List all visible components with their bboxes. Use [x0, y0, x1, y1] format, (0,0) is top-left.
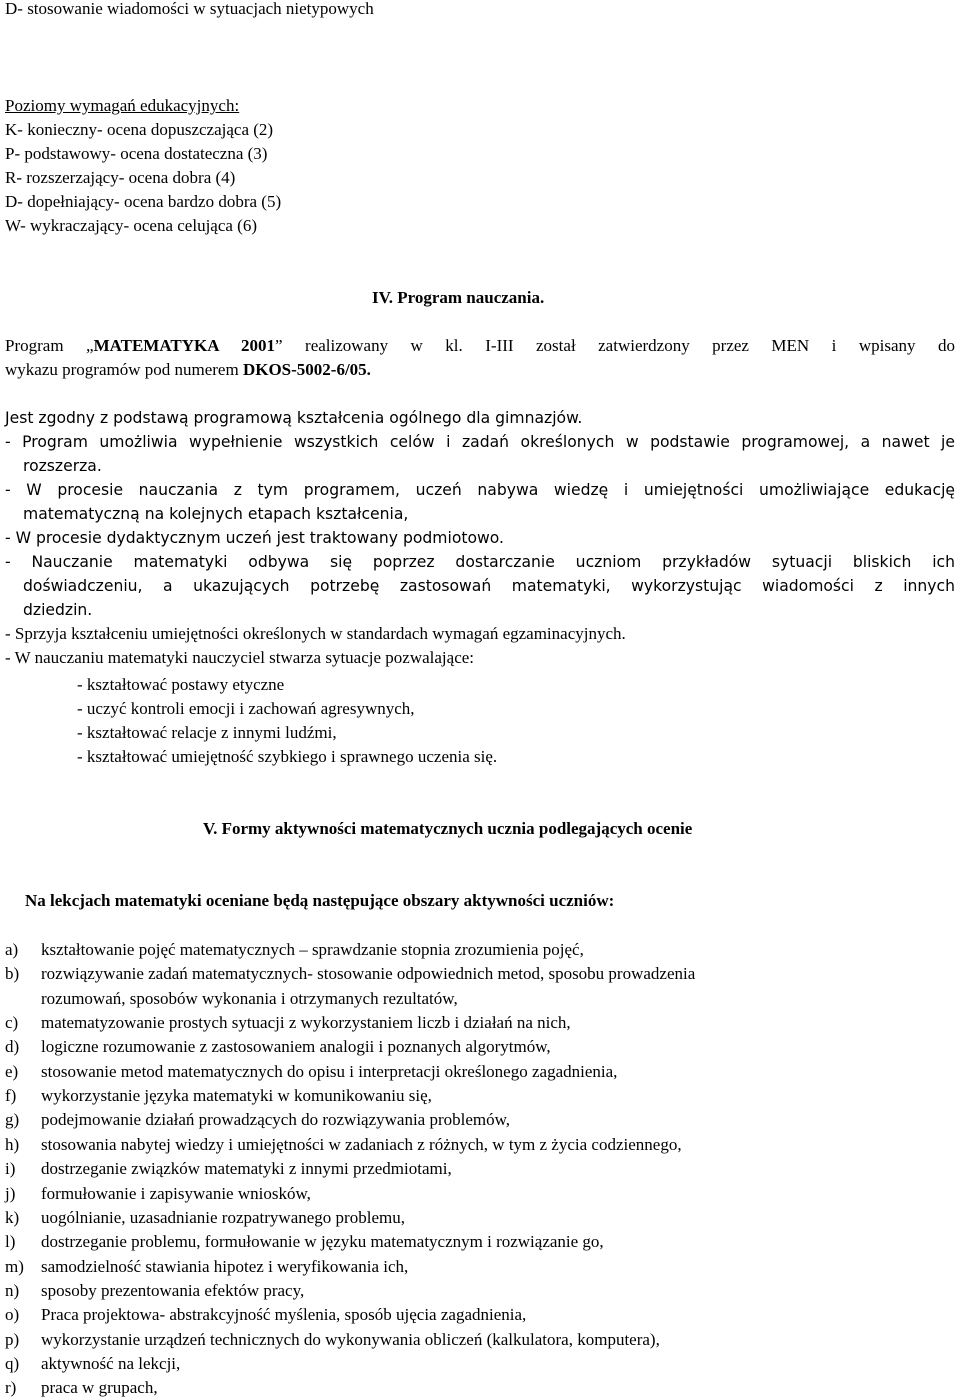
level-item: P- podstawowy- ocena dostateczna (3)	[5, 144, 268, 163]
activity-letter: b)	[5, 964, 20, 984]
intro-text-b: ” realizowany w kl. I-III został zatwierdzony przez MEN i wpisany do	[275, 336, 955, 355]
activity-item	[5, 1255, 408, 1279]
activity-letter: g)	[5, 1110, 20, 1130]
activity-letter: a)	[5, 940, 19, 959]
activity-item	[5, 1133, 682, 1157]
activity-text: samodzielność stawiania hipotez i weryfikowania ich,	[41, 1256, 409, 1276]
intro-text-a: Program „	[5, 336, 94, 355]
activity-letter: l)	[5, 1232, 16, 1252]
program-intro-line1	[5, 334, 955, 358]
paragraph: Jest zgodny z podstawą programową kształcenia ogólnego dla gimnazjów.	[5, 409, 583, 427]
activity-letter: d)	[5, 1037, 20, 1057]
paragraph-cont: dziedzin.	[23, 601, 93, 619]
activity-text: dostrzeganie związków matematyki z innymi przedmiotami,	[41, 1159, 452, 1179]
section-5-title: V. Formy aktywności matematycznych ucznia podlegających ocenie	[203, 819, 693, 838]
top-line: D- stosowanie wiadomości w sytuacjach nietypowych	[5, 0, 374, 18]
activity-letter: r)	[5, 1378, 17, 1398]
bullet-item: - kształtować postawy etyczne	[77, 675, 285, 694]
paragraph: - W procesie dydaktycznym uczeń jest traktowany podmiotowo.	[5, 529, 504, 547]
paragraph: - W nauczaniu matematyki nauczyciel stwarza sytuacje pozwalające:	[5, 648, 475, 667]
activity-letter: p)	[5, 1329, 20, 1349]
activity-letter: h)	[5, 1134, 20, 1154]
activity-item	[5, 1108, 510, 1132]
activity-letter: j)	[5, 1183, 16, 1203]
activity-text: podejmowanie działań prowadzących do rozwiązywania problemów,	[41, 1110, 511, 1130]
bullet-item: - kształtować relacje z innymi ludźmi,	[77, 723, 337, 742]
activity-item	[5, 1352, 180, 1376]
activity-letter: n)	[5, 1280, 20, 1300]
program-name: MATEMATYKA 2001	[93, 336, 276, 355]
activity-text: praca w grupach,	[41, 1378, 158, 1398]
paragraph-cont: rozszerza.	[23, 457, 102, 475]
activity-item	[5, 1060, 617, 1084]
activity-item	[5, 1206, 405, 1230]
activity-text: wykorzystanie urządzeń technicznych do wykonywania obliczeń (kalkulatora, komputera),	[41, 1329, 660, 1349]
section-5-subtitle: Na lekcjach matematyki oceniane będą następujące obszary aktywności uczniów:	[25, 891, 615, 910]
activity-item	[5, 1011, 571, 1035]
activity-letter: f)	[5, 1086, 17, 1106]
activity-letter: e)	[5, 1061, 19, 1081]
activity-item	[5, 1182, 311, 1206]
bullet-item: - kształtować umiejętność szybkiego i sprawnego uczenia się.	[77, 747, 498, 766]
activity-item	[5, 1230, 604, 1254]
activity-text: stosowanie metod matematycznych do opisu i interpretacji określonego zagadnienia,	[41, 1061, 618, 1081]
paragraph: - Program umożliwia wypełnienie wszystkich celów i zadań określonych w podstawie programowej, a nawet je	[5, 433, 955, 451]
activity-text: rozwiązywanie zadań matematycznych- stosowanie odpowiednich metod, sposobu prowadzenia	[41, 964, 696, 984]
activity-letter: o)	[5, 1305, 20, 1325]
level-item: K- konieczny- ocena dopuszczająca (2)	[5, 120, 274, 139]
activity-text-cont: rozumowań, sposobów wykonania i otrzymanych rezultatów,	[41, 988, 458, 1008]
paragraph-cont: doświadczeniu, a ukazujących potrzebę zastosowań matematyki, wykorzystując wiadomości z innych	[23, 577, 955, 595]
activity-item	[5, 1303, 526, 1327]
activity-item	[5, 962, 695, 986]
paragraph: - Nauczanie matematyki odbywa się poprzez dostarczanie uczniom przykładów sytuacji bliskich ich	[5, 553, 955, 571]
activity-text: Praca projektowa- abstrakcyjność myślenia, sposób ujęcia zagadnienia,	[41, 1305, 527, 1325]
program-intro-line2	[5, 358, 371, 382]
activity-text: formułowanie i zapisywanie wniosków,	[41, 1183, 311, 1203]
activity-text: matematyzowanie prostych sytuacji z wykorzystaniem liczb i działań na nich,	[41, 1013, 571, 1033]
activity-letter: q)	[5, 1353, 20, 1373]
intro-text-c: wykazu programów pod numerem	[5, 360, 243, 379]
levels-heading: Poziomy wymagań edukacyjnych:	[5, 96, 240, 115]
activity-letter: c)	[5, 1013, 19, 1033]
activity-item	[5, 938, 584, 962]
activity-letter: k)	[5, 1207, 20, 1227]
activity-item	[5, 1084, 432, 1108]
activity-text: aktywność na lekcji,	[41, 1353, 181, 1373]
activity-letter: i)	[5, 1159, 16, 1179]
activity-text: uogólnianie, uzasadnianie rozpatrywanego problemu,	[41, 1207, 405, 1227]
activity-text: sposoby prezentowania efektów pracy,	[41, 1280, 305, 1300]
activity-text: wykorzystanie języka matematyki w komunikowaniu się,	[41, 1086, 432, 1106]
activity-text: dostrzeganie problemu, formułowanie w języku matematycznym i rozwiązanie go,	[41, 1232, 604, 1252]
level-item: D- dopełniający- ocena bardzo dobra (5)	[5, 192, 282, 211]
level-item: R- rozszerzający- ocena dobra (4)	[5, 168, 236, 187]
activity-item	[5, 1035, 551, 1059]
program-number: DKOS-5002-6/05.	[242, 360, 371, 379]
paragraph-cont: matematyczną na kolejnych etapach kształcenia,	[23, 505, 409, 523]
activity-letter: m)	[5, 1256, 24, 1276]
bullet-item: - uczyć kontroli emocji i zachowań agresywnych,	[77, 699, 415, 718]
activity-text: kształtowanie pojęć matematycznych – sprawdzanie stopnia zrozumienia pojęć,	[41, 940, 584, 959]
activity-item	[5, 1328, 660, 1352]
activity-item	[5, 1376, 158, 1400]
activity-item	[5, 1279, 304, 1303]
paragraph: - W procesie nauczania z tym programem, uczeń nabywa wiedzę i umiejętności umożliwiające edukację	[5, 481, 955, 499]
activity-text: stosowania nabytej wiedzy i umiejętności w zadaniach z różnych, w tym z życia codziennego,	[41, 1134, 682, 1154]
activity-item	[5, 1157, 452, 1181]
activity-text: logiczne rozumowanie z zastosowaniem analogii i poznanych algorytmów,	[41, 1037, 551, 1057]
section-4-title: IV. Program nauczania.	[372, 288, 545, 307]
paragraph: - Sprzyja kształceniu umiejętności określonych w standardach wymagań egzaminacyjnych.	[5, 624, 626, 643]
level-item: W- wykraczający- ocena celująca (6)	[5, 216, 257, 235]
